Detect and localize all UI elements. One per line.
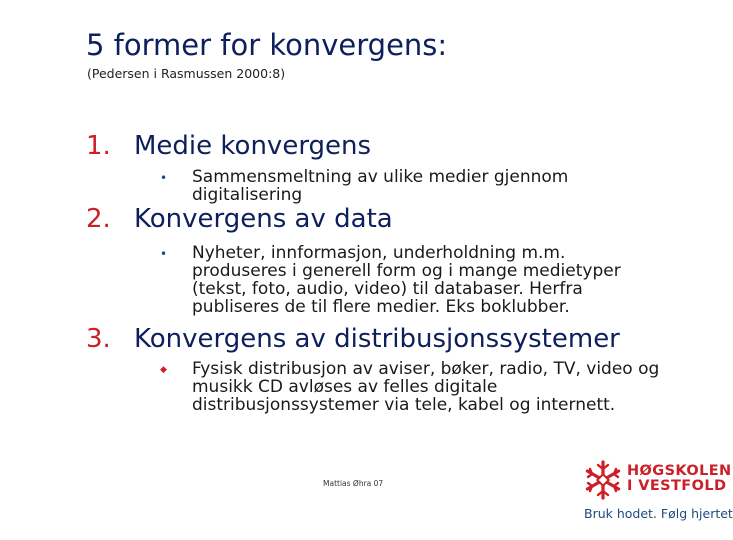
item-3-number: 3.: [86, 324, 111, 354]
item-3-heading-text: Konvergens av distribusjonssystemer: [134, 324, 620, 354]
footer-author: Mattias Øhra 07: [323, 479, 384, 488]
page-subtitle: (Pedersen i Rasmussen 2000:8): [87, 66, 286, 81]
item-1-number: 1.: [86, 131, 111, 161]
page-title: 5 former for konvergens:: [86, 28, 448, 62]
bullet-icon: •: [160, 171, 168, 185]
item-3-heading: [86, 323, 620, 355]
item-1-bullet-text: Sammensmeltning av ulike medier gjennom digitalisering: [192, 167, 569, 205]
bullet-icon: •: [160, 247, 168, 261]
item-2-heading: [86, 203, 393, 235]
item-2-number: 2.: [86, 204, 111, 234]
logo-name: HØGSKOLEN I VESTFOLD: [627, 463, 732, 494]
item-2-bullet-text: Nyheter, innformasjon, underholdning m.m. produseres i generell form og i mange medietyper (tekst, foto, audio, video) til databaser. Herfra publiseres de til flere medier. Eks boklubber.: [192, 243, 621, 317]
item-2-heading-text: Konvergens av data: [134, 204, 393, 234]
logo: [583, 458, 733, 528]
item-3-bullet-text: Fysisk distribusjon av aviser, bøker, radio, TV, video og musikk CD avløses av felles digitale distribusjonssystemer via tele, kabel og internett.: [192, 359, 660, 415]
item-1-heading: [86, 130, 371, 162]
snowflake-logo-icon: [583, 460, 623, 500]
item-1-heading-text: Medie konvergens: [134, 131, 372, 161]
diamond-bullet-icon: ◆: [160, 365, 167, 375]
logo-slogan: Bruk hodet. Følg hjertet: [584, 506, 733, 521]
